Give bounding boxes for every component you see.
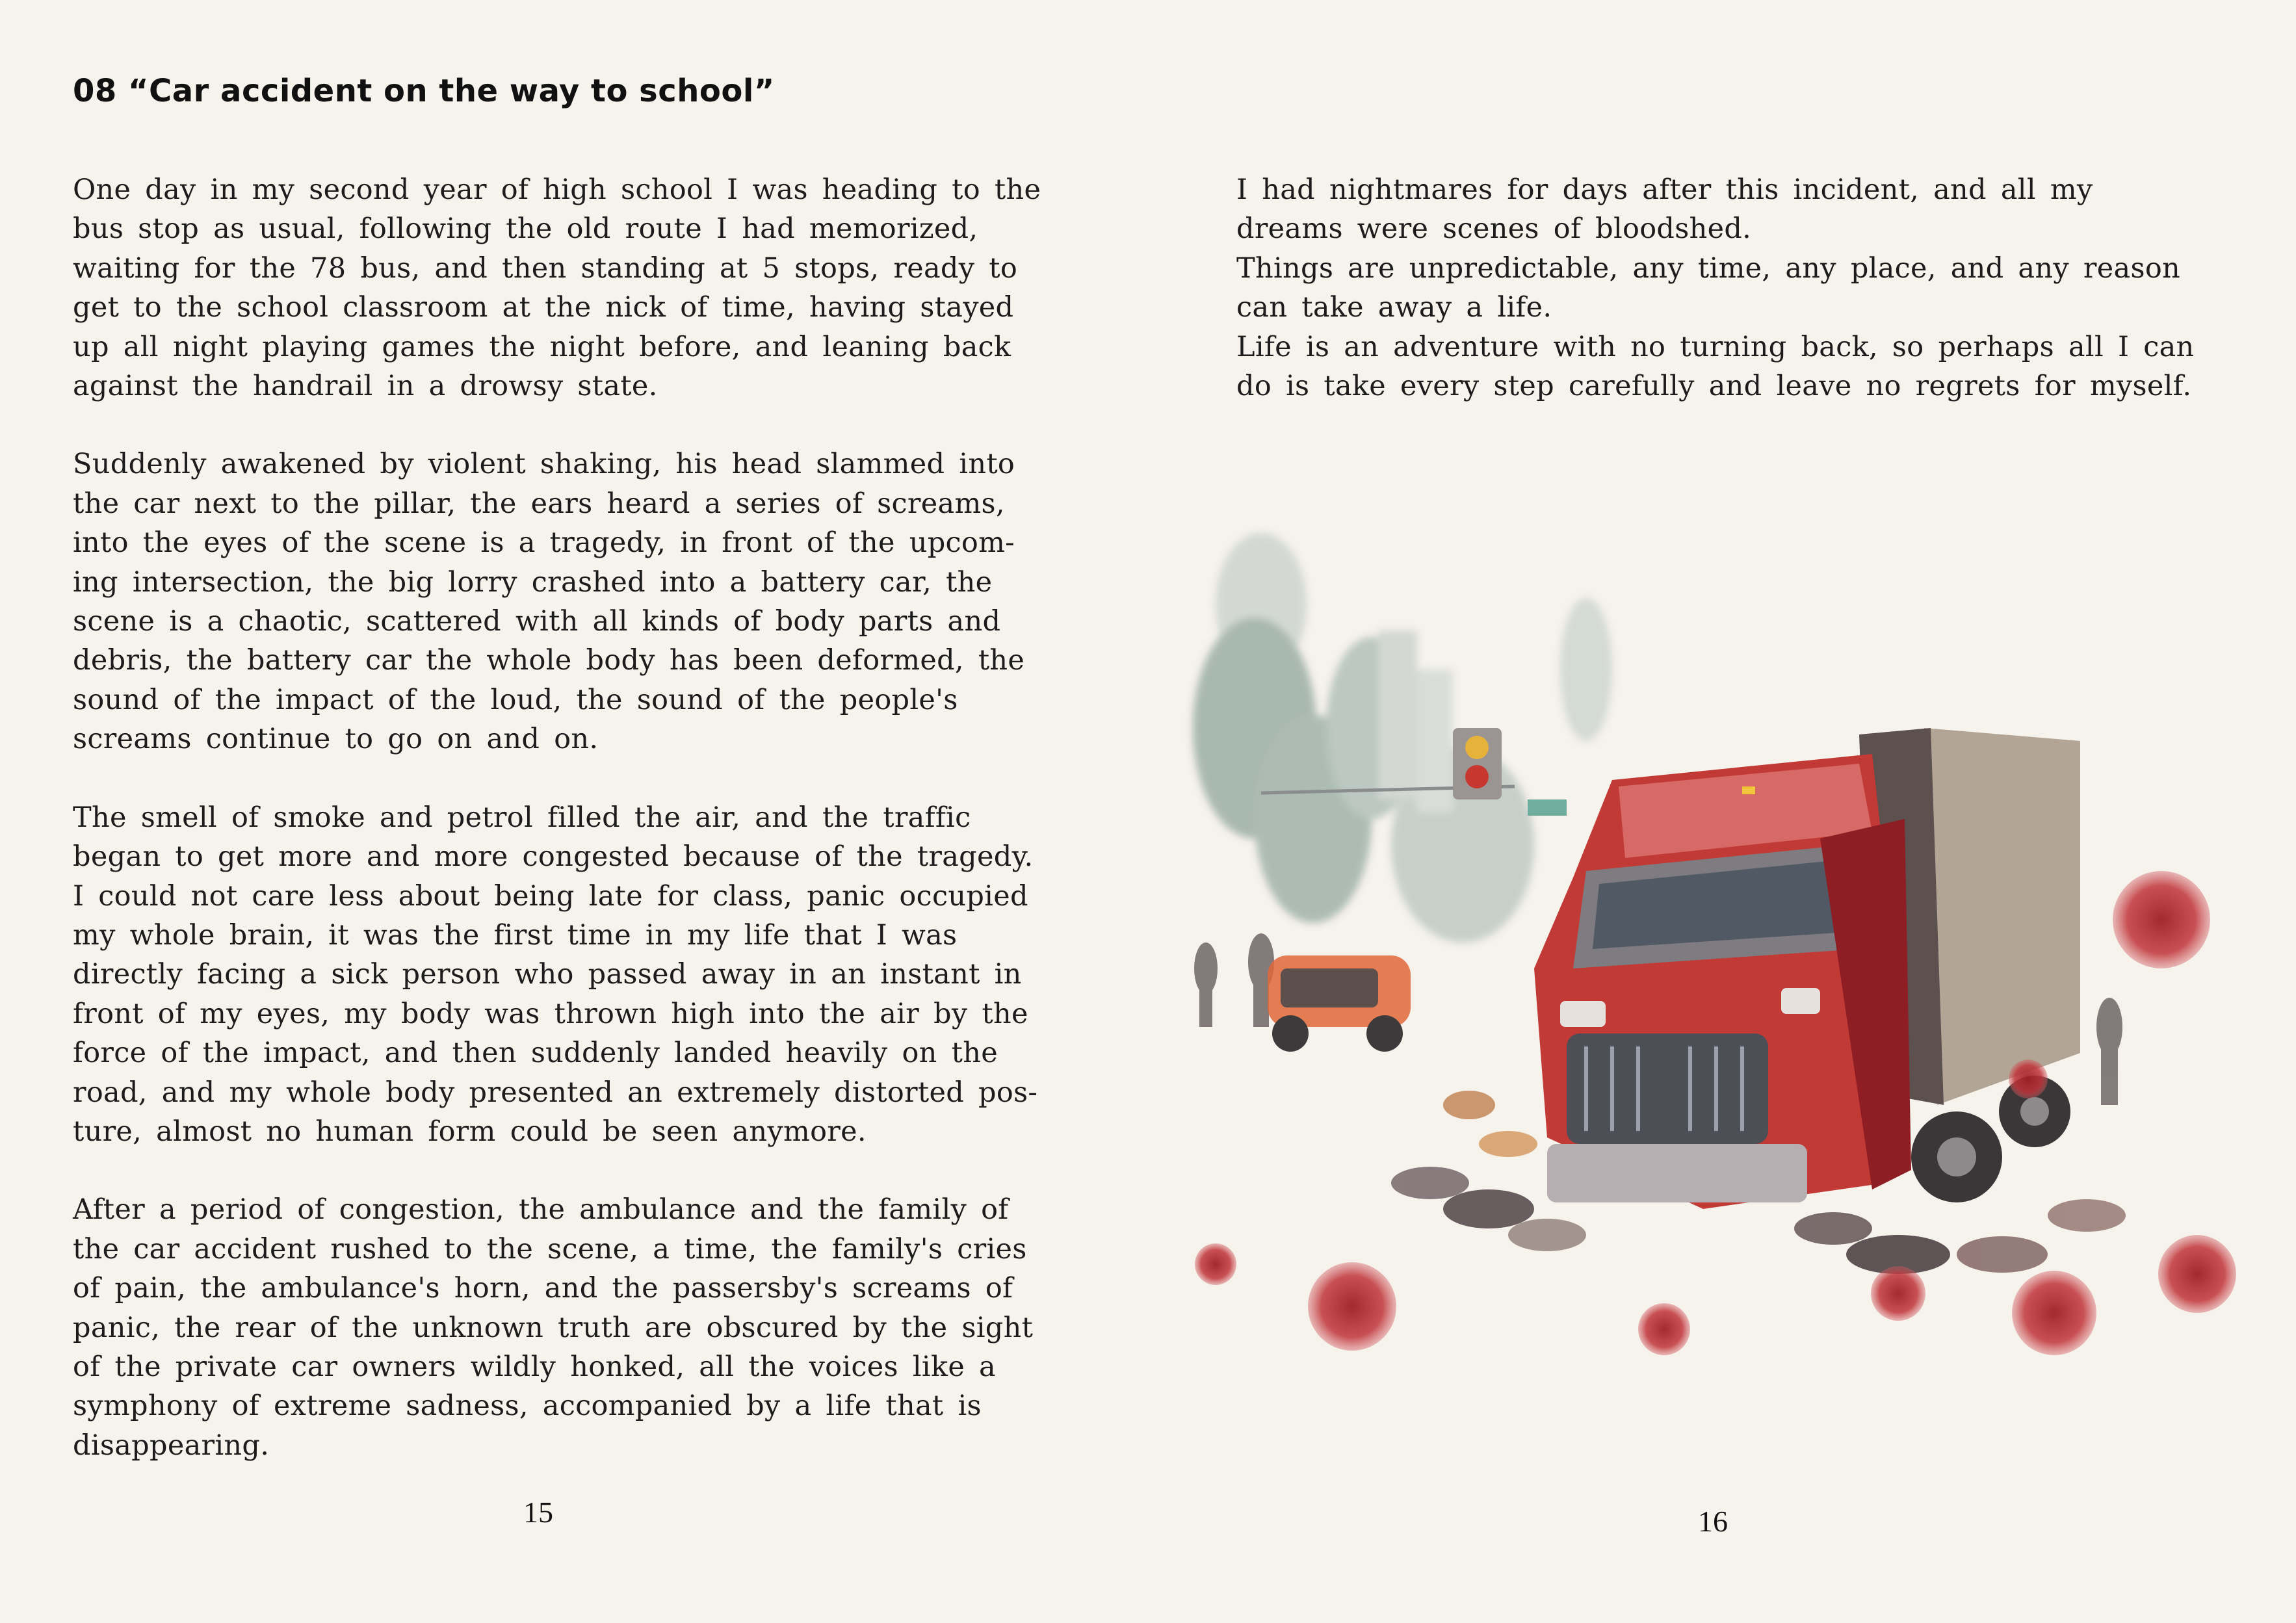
paragraph-4: After a period of congestion, the ambulance and the family of the car accident rushed to the scene, a time, the family's cries of pain, the ambulance's horn, and the passersby's screams of panic, the rear of the unknown truth are obscured by the sight of the private car owners wildly honked, all the voices like a symphony of extreme sadness, accompanied by a life that is disappearing.: [73, 1193, 1034, 1462]
chapter-title: 08 “Car accident on the way to school”: [73, 73, 775, 109]
left-page-text: [73, 170, 1087, 1504]
truck-cab: [1534, 754, 1911, 1209]
page-number-right: 16: [1698, 1505, 1728, 1538]
background-trees: [1193, 533, 1612, 942]
right-line-2: dreams were scenes of bloodshed.: [1236, 213, 1752, 246]
right-line-4: can take away a life.: [1236, 291, 1552, 324]
small-car: [1268, 955, 1411, 1052]
right-line-3: Things are unpredictable, any time, any place, and any reason: [1236, 252, 2181, 285]
paragraph-2: Suddenly awakened by violent shaking, his head slammed into the car next to the pillar, the ears heard a series of screams, into the eyes of the scene is a tragedy, in front of the upcom- ing intersection, the big lorry crashed into a battery car, the scene is a chaotic, scattered with all kinds of body parts and debris, the battery car the whole body has been deformed, the sound of the impact of the loud, the sound of the people's screams continue to go on and on.: [73, 448, 1025, 756]
right-page-text: [1236, 170, 2237, 406]
truck-crash-illustration: [1183, 455, 2243, 1410]
right-line-1: I had nightmares for days after this incident, and all my: [1236, 174, 2093, 206]
paragraph-1: One day in my second year of high school I was heading to the bus stop as usual, following the old route I had memorized, waiting for the 78 bus, and then standing at 5 stops, ready to get to the school classroom at the nick of time, having stayed up all night playing games the night before, and leaning back against the handrail in a drowsy state.: [73, 174, 1041, 403]
page-number-left: 15: [523, 1496, 553, 1529]
paragraph-3: The smell of smoke and petrol filled the air, and the traffic began to get more and more congested because of the tragedy. I could not care less about being late for class, panic occupied my whole brain, it was the first time in my life that I was directly facing a sick person who passed away in an instant in front of my eyes, my body was thrown high into the air by the force of the impact, and then suddenly landed heavily on the road, and my whole body presented an extremely distorted pos- ture, almost no human form could be seen anymore.: [73, 801, 1038, 1148]
right-line-5: Life is an adventure with no turning back, so perhaps all I can: [1236, 330, 2195, 363]
right-line-6: do is take every step carefully and leave no regrets for myself.: [1236, 370, 2192, 403]
